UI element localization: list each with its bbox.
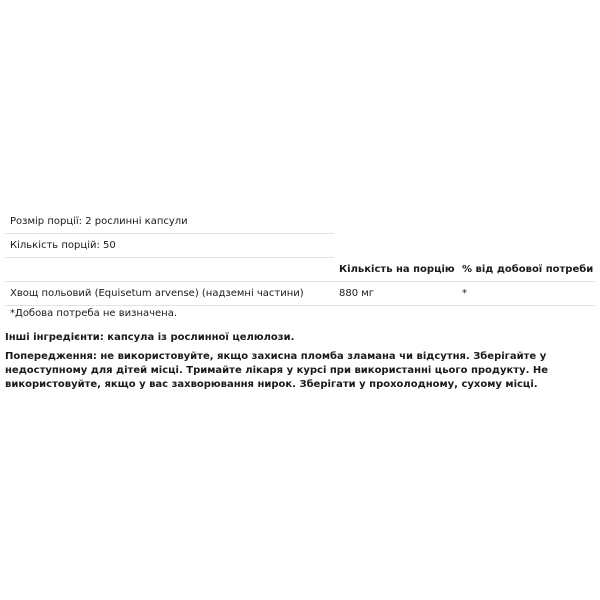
supplement-facts-table <box>5 210 595 319</box>
facts-header-row <box>5 258 595 282</box>
warning-text: Попередження: не використовуйте, якщо захисна пломба зламана чи відсутня. Зберігайте у недоступному для дітей місці. Тримайте лікаря у курсі при використанні цього продукту. Не використовуйте, якщо у вас захворювання нирок. Зберігати у прохолодному, сухому місці. <box>5 351 549 390</box>
serving-size: Розмір порції: 2 рослинні капсули <box>10 216 188 227</box>
servings-per-container: Кількість порцій: 50 <box>10 240 116 251</box>
ingredient-amount: 880 мг <box>339 288 375 299</box>
amount-per-serving-header: Кількість на порцію <box>339 264 455 275</box>
ingredient-name: Хвощ польовий (Equisetum arvense) (надземні частини) <box>10 288 304 299</box>
other-ingredients: Інші інгредієнти: капсула із рослинної целюлози. <box>5 332 295 343</box>
ingredient-row <box>5 282 595 306</box>
daily-value-header: % від добової потреби <box>462 264 594 275</box>
servings-per-container-row <box>5 234 334 258</box>
daily-value-footnote: *Добова потреба не визначена. <box>10 308 178 319</box>
ingredient-daily-value: * <box>462 288 467 299</box>
serving-size-row <box>5 210 334 234</box>
